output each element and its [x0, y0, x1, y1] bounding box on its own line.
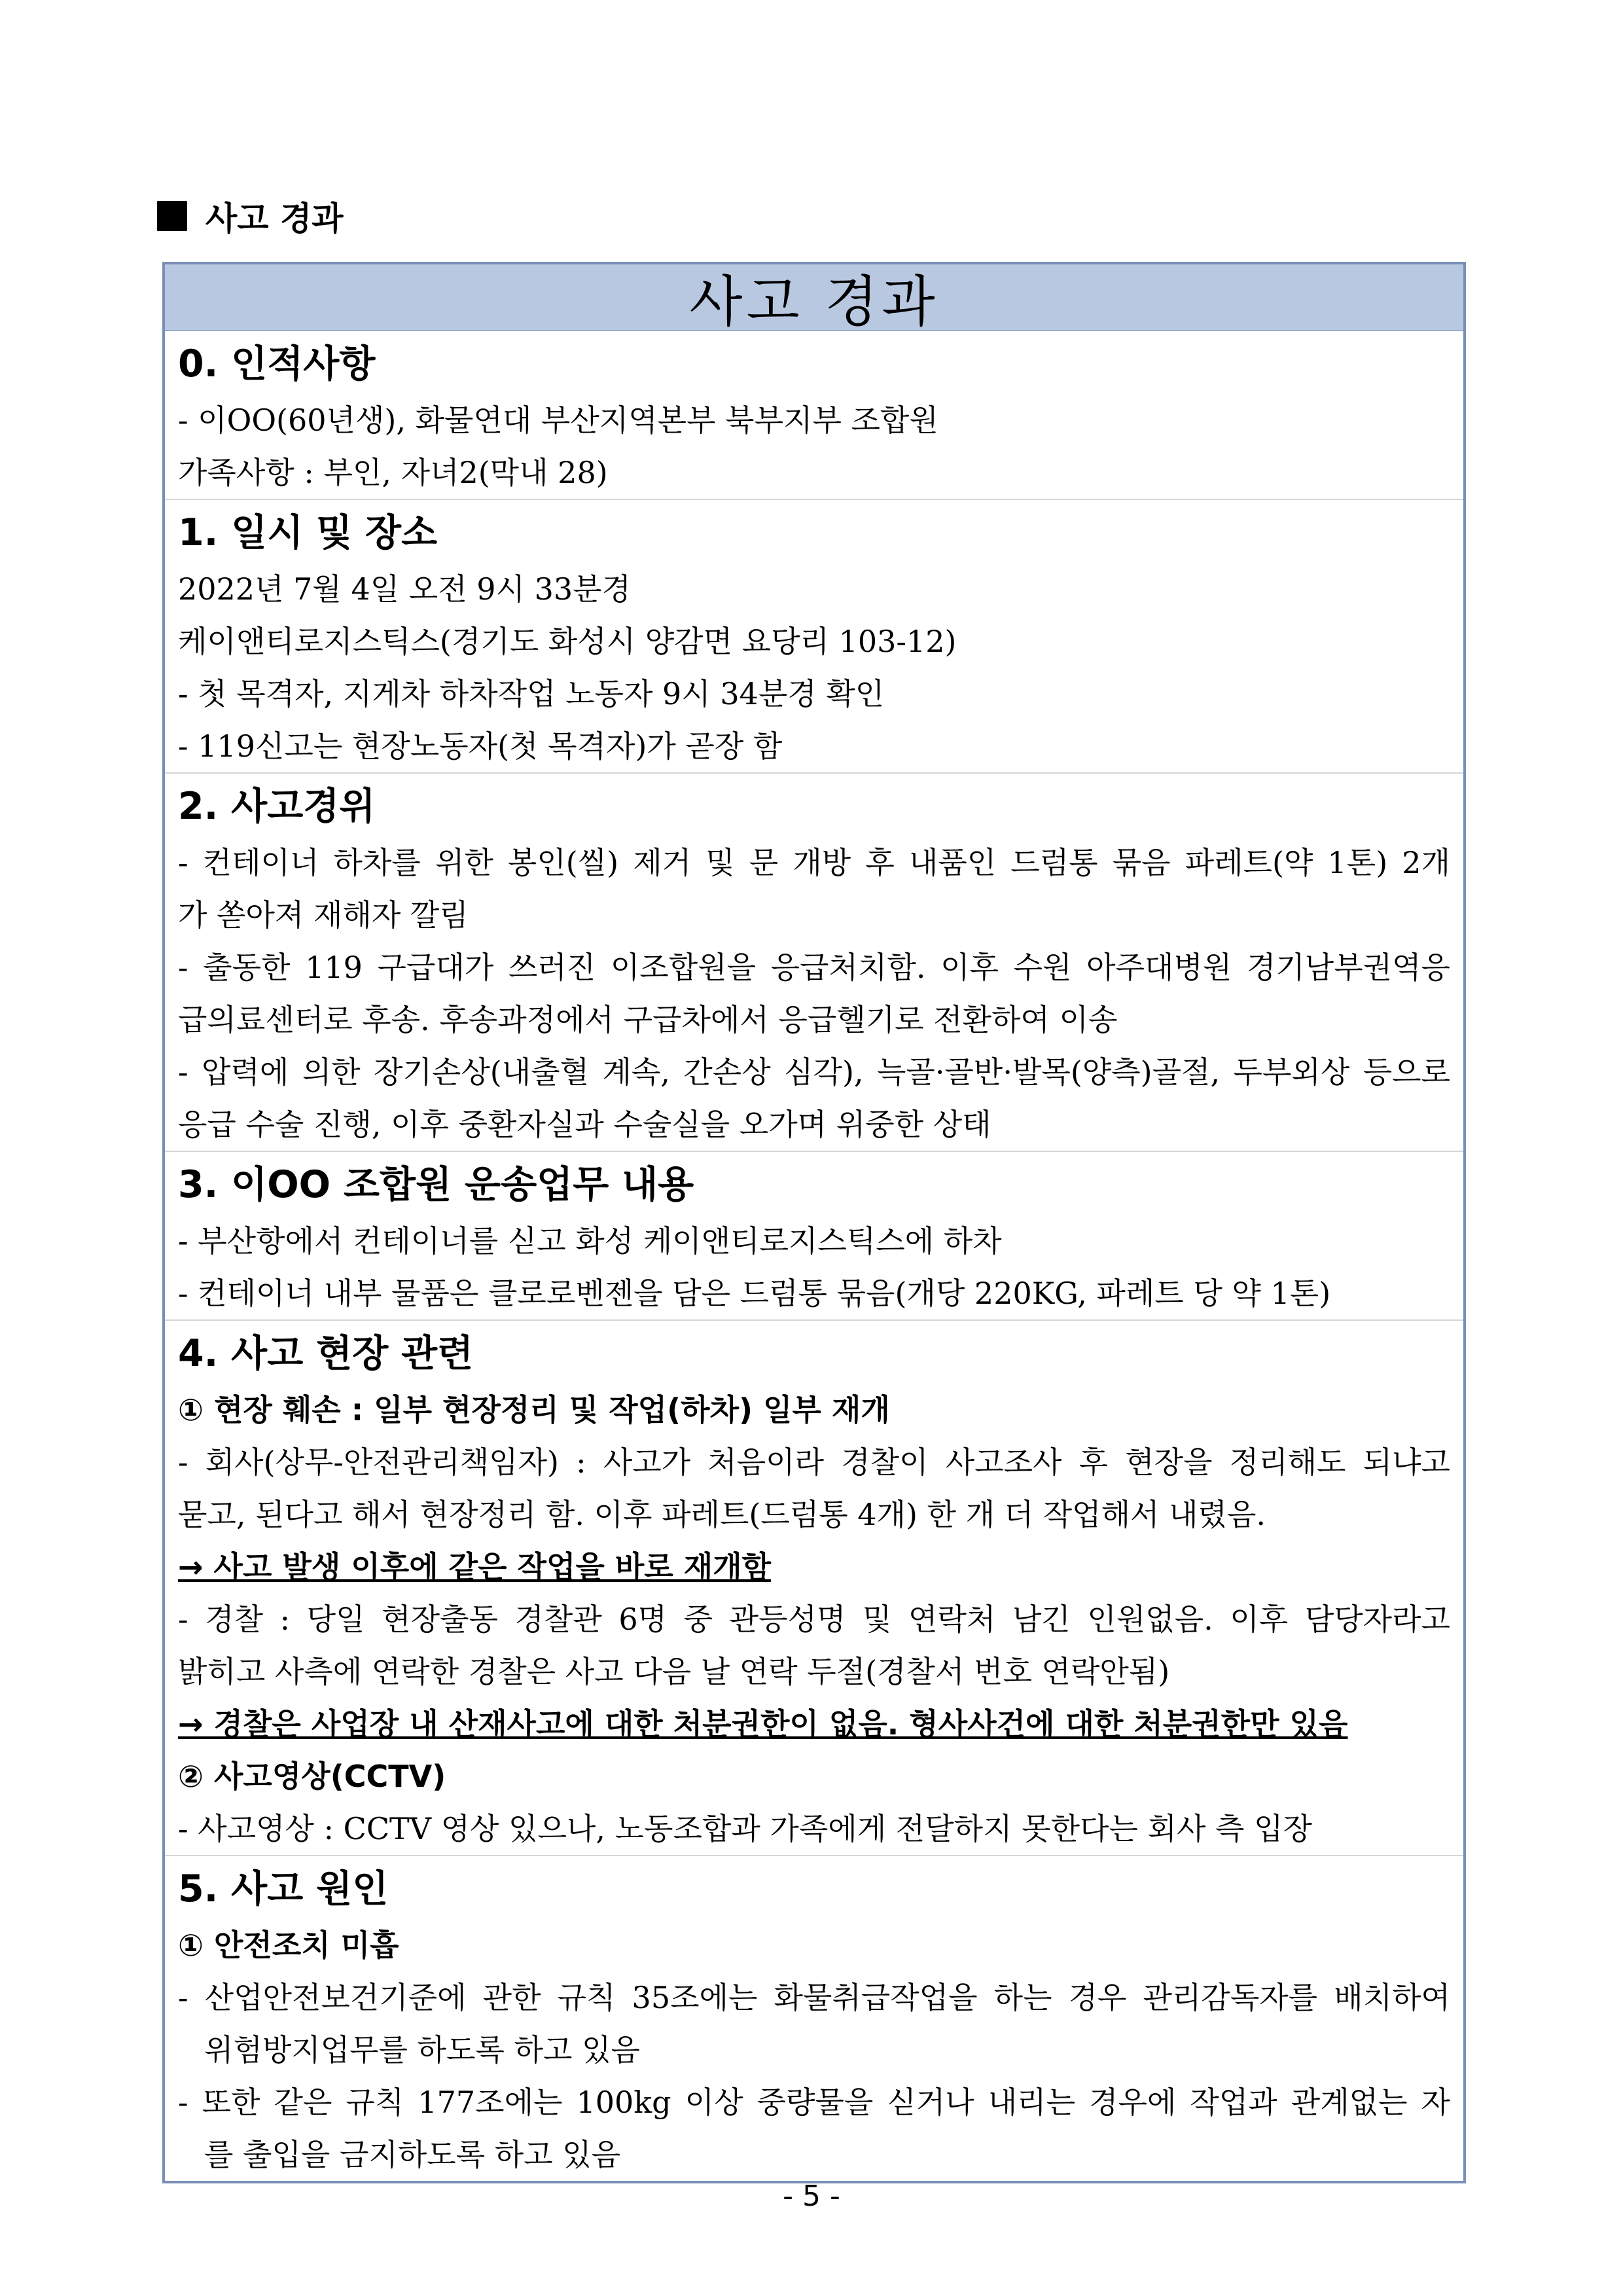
section-line: → 경찰은 사업장 내 산재사고에 대한 처분권한이 없음. 형사사건에 대한 처분권한만 있음	[178, 1706, 1348, 1742]
section-line: 급의료센터로 후송. 후송과정에서 구급차에서 응급헬기로 전환하여 이송	[178, 1002, 1118, 1037]
square-bullet-icon	[157, 201, 187, 231]
section-line: - 출동한 119 구급대가 쓰러진 이조합원을 응급처치함. 이후 수원 아주대병원 경기남부권역응	[178, 950, 1450, 985]
section-line: 케이앤티로지스틱스(경기도 화성시 양감면 요당리 103-12)	[178, 624, 957, 659]
section-title: 1. 일시 및 장소	[178, 511, 438, 554]
section-line: - 이OO(60년생), 화물연대 부산지역본부 북부지부 조합원	[178, 403, 938, 438]
report-section	[165, 499, 1463, 772]
section-line: 묻고, 된다고 해서 현장정리 함. 이후 파레트(드럼통 4개) 한 개 더 작업해서 내렸음.	[178, 1497, 1266, 1532]
section-line: - 사고영상 : CCTV 영상 있으나, 노동조합과 가족에게 전달하지 못한다는 회사 측 입장	[178, 1811, 1312, 1846]
page-number: - 5 -	[783, 2179, 840, 2213]
section-line: - 컨테이너 내부 물품은 클로로벤젠을 담은 드럼통 묶음(개당 220KG, 파레트 당 약 1톤)	[178, 1276, 1331, 1311]
section-line: - 경찰 : 당일 현장출동 경찰관 6명 중 관등성명 및 연락처 남긴 인원없음. 이후 담당자라고	[178, 1602, 1450, 1637]
box-title: 사고 경과	[165, 264, 1463, 331]
report-section	[165, 1319, 1463, 1855]
section-line: 위험방지업무를 하도록 하고 있음	[204, 2032, 640, 2068]
section-heading	[157, 190, 344, 242]
section-title: 5. 사고 원인	[178, 1867, 389, 1910]
section-line: - 첫 목격자, 지게차 하차작업 노동자 9시 34분경 확인	[178, 676, 885, 711]
report-section	[165, 1151, 1463, 1319]
section-line: - 부산항에서 컨테이너를 싣고 화성 케이앤티로지스틱스에 하차	[178, 1223, 1002, 1259]
report-section	[165, 772, 1463, 1151]
report-section	[165, 1855, 1463, 2181]
accident-report-box	[162, 262, 1466, 2183]
section-heading-text: 사고 경과	[205, 199, 344, 238]
section-line: ① 현장 훼손 : 일부 현장정리 및 작업(하차) 일부 재개	[178, 1392, 890, 1427]
section-line: → 사고 발생 이후에 같은 작업을 바로 재개함	[178, 1549, 772, 1585]
section-line: - 컨테이너 하차를 위한 봉인(씰) 제거 및 문 개방 후 내품인 드럼통 묶음 파레트(약 1톤) 2개	[178, 845, 1450, 880]
report-section	[165, 331, 1463, 499]
section-line: - 압력에 의한 장기손상(내출혈 계속, 간손상 심각), 늑골·골반·발목(양측)골절, 두부외상 등으로	[178, 1054, 1450, 1090]
section-line: 응급 수술 진행, 이후 중환자실과 수술실을 오가며 위중한 상태	[178, 1107, 991, 1142]
section-line: - 119신고는 현장노동자(첫 목격자)가 곧장 함	[178, 728, 783, 764]
section-line: ② 사고영상(CCTV)	[178, 1759, 446, 1794]
section-line: - 산업안전보건기준에 관한 규칙 35조에는 화물취급작업을 하는 경우 관리감독자를 배치하여	[178, 1980, 1450, 2015]
section-title: 2. 사고경위	[178, 785, 376, 828]
section-title: 0. 인적사항	[178, 342, 376, 386]
section-line: - 또한 같은 규칙 177조에는 100kg 이상 중량물을 싣거나 내리는 경우에 작업과 관계없는 자	[178, 2085, 1450, 2120]
section-line: 2022년 7월 4일 오전 9시 33분경	[178, 571, 631, 607]
section-line: 가족사항 : 부인, 자녀2(막내 28)	[178, 455, 608, 490]
sections-container	[165, 331, 1463, 2181]
section-line: 밝히고 사측에 연락한 경찰은 사고 다음 날 연락 두절(경찰서 번호 연락안됨)	[178, 1654, 1170, 1689]
section-line: 를 출입을 금지하도록 하고 있음	[204, 2137, 621, 2172]
section-line: 가 쏟아져 재해자 깔림	[178, 897, 469, 933]
section-title: 3. 이OO 조합원 운송업무 내용	[178, 1163, 694, 1206]
section-line: - 회사(상무-안전관리책임자) : 사고가 처음이라 경찰이 사고조사 후 현장을 정리해도 되냐고	[178, 1444, 1450, 1480]
section-line: ① 안전조치 미흡	[178, 1928, 399, 1963]
section-title: 4. 사고 현장 관련	[178, 1332, 474, 1375]
